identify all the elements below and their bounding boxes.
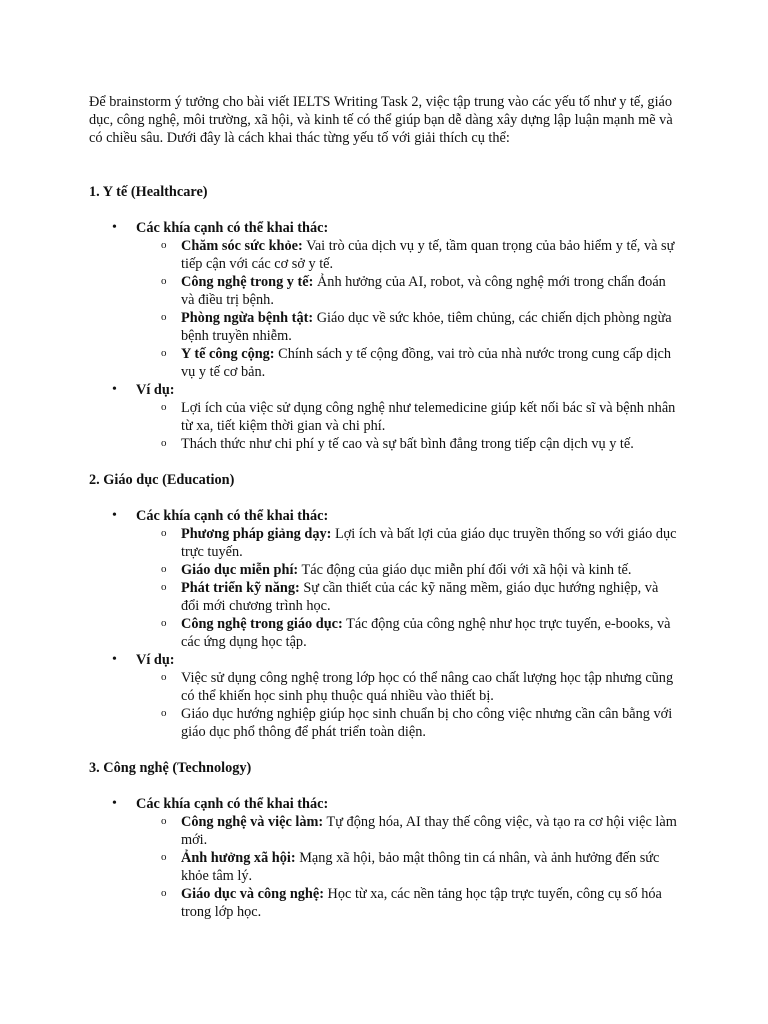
aspect-term: Phát triển kỹ năng: (181, 580, 300, 596)
aspect-desc: Tác động của giáo dục miễn phí đối với xã hội và kinh tế. (298, 562, 632, 578)
section-heading-education: 2. Giáo dục (Education) (89, 472, 235, 488)
aspects-list (136, 525, 689, 651)
list-item: o Thách thức như chi phí y tế cao và sự bất bình đẳng trong tiếp cận dịch vụ y tế. (136, 435, 689, 453)
aspect-desc: Vai trò của dịch vụ y tế, tầm quan trọng của bảo hiểm y tế, và sự tiếp cận với các cơ sở y tế. (181, 238, 675, 272)
aspect-term: Công nghệ trong y tế: (181, 274, 314, 290)
aspect-desc: Lợi ích và bất lợi của giáo dục truyền thống so với giáo dục trực tuyến. (181, 526, 677, 560)
aspect-term: Ảnh hưởng xã hội: (181, 850, 296, 866)
list-item (136, 849, 689, 885)
aspect-term: Giáo dục và công nghệ: (181, 886, 324, 902)
aspects-label: Các khía cạnh có thể khai thác: (136, 796, 329, 812)
aspect-desc: Giáo dục về sức khỏe, tiêm chủng, các chiến dịch phòng ngừa bệnh truyền nhiễm. (181, 310, 672, 344)
list-item (136, 237, 689, 273)
bullet-examples (89, 381, 689, 453)
list-item (136, 309, 689, 345)
list-item (136, 813, 689, 849)
list-item (136, 345, 689, 381)
section-list-education (89, 507, 689, 741)
bullet-examples (89, 651, 689, 741)
aspect-desc: Tác động của công nghệ như học trực tuyến, e-books, và các ứng dụng học tập. (181, 616, 671, 650)
section-list-healthcare (89, 219, 689, 453)
intro-paragraph: Để brainstorm ý tưởng cho bài viết IELTS Writing Task 2, việc tập trung vào các yếu tố như y tế, giáo dục, công nghệ, môi trường, xã hội, và kinh tế có thể giúp bạn dễ dàng xây dựng lập luận mạnh mẽ và có chiều sâu. Dưới đây là cách khai thác từng yếu tố với giải thích cụ thể: (89, 94, 673, 146)
list-item (136, 561, 689, 579)
list-item (136, 885, 689, 921)
document-content (89, 93, 689, 921)
section-list-technology (89, 795, 689, 921)
aspect-term: Công nghệ và việc làm: (181, 814, 324, 830)
aspect-term: Phòng ngừa bệnh tật: (181, 310, 314, 326)
aspect-desc: Sự cần thiết của các kỹ năng mềm, giáo dục hướng nghiệp, và đổi mới chương trình học. (181, 580, 659, 614)
aspects-label: Các khía cạnh có thể khai thác: (136, 508, 329, 524)
aspects-list (136, 813, 689, 921)
list-item (136, 579, 689, 615)
examples-list (136, 399, 689, 453)
aspect-desc: Tự động hóa, AI thay thế công việc, và tạo ra cơ hội việc làm mới. (181, 814, 677, 848)
bullet-aspects (89, 795, 689, 921)
examples-list (136, 669, 689, 741)
list-item: o Giáo dục hướng nghiệp giúp học sinh chuẩn bị cho công việc nhưng cần cân bằng với giáo dục phổ thông để phát triển toàn diện. (136, 705, 689, 741)
list-item (136, 525, 689, 561)
aspect-desc: Mạng xã hội, bảo mật thông tin cá nhân, và ảnh hưởng đến sức khỏe tâm lý. (181, 850, 660, 884)
list-item (136, 273, 689, 309)
aspect-term: Công nghệ trong giáo dục: (181, 616, 343, 632)
aspect-term: Chăm sóc sức khỏe: (181, 238, 303, 254)
examples-label: Ví dụ: (136, 382, 175, 398)
aspect-desc: Ảnh hưởng của AI, robot, và công nghệ mới trong chẩn đoán và điều trị bệnh. (181, 274, 666, 308)
aspects-label: Các khía cạnh có thể khai thác: (136, 220, 329, 236)
list-item (136, 615, 689, 651)
aspect-desc: Học từ xa, các nền tảng học tập trực tuyến, công cụ số hóa trong lớp học. (181, 886, 662, 920)
bullet-aspects (89, 507, 689, 651)
aspect-desc: Chính sách y tế cộng đồng, vai trò của nhà nước trong cung cấp dịch vụ y tế cơ bản. (181, 346, 672, 380)
aspect-term: Y tế công cộng: (181, 346, 275, 362)
aspects-list (136, 237, 689, 381)
section-heading-technology: 3. Công nghệ (Technology) (89, 760, 252, 776)
aspect-term: Giáo dục miễn phí: (181, 562, 299, 578)
aspect-term: Phương pháp giảng dạy: (181, 526, 332, 542)
list-item: o Việc sử dụng công nghệ trong lớp học có thể nâng cao chất lượng học tập nhưng cũng có thể khiến học sinh phụ thuộc quá nhiều vào thiết bị. (136, 669, 689, 705)
bullet-aspects (89, 219, 689, 381)
section-heading-healthcare: 1. Y tế (Healthcare) (89, 184, 208, 200)
list-item: o Lợi ích của việc sử dụng công nghệ như telemedicine giúp kết nối bác sĩ và bệnh nhân từ xa, tiết kiệm thời gian và chi phí. (136, 399, 689, 435)
examples-label: Ví dụ: (136, 652, 175, 668)
